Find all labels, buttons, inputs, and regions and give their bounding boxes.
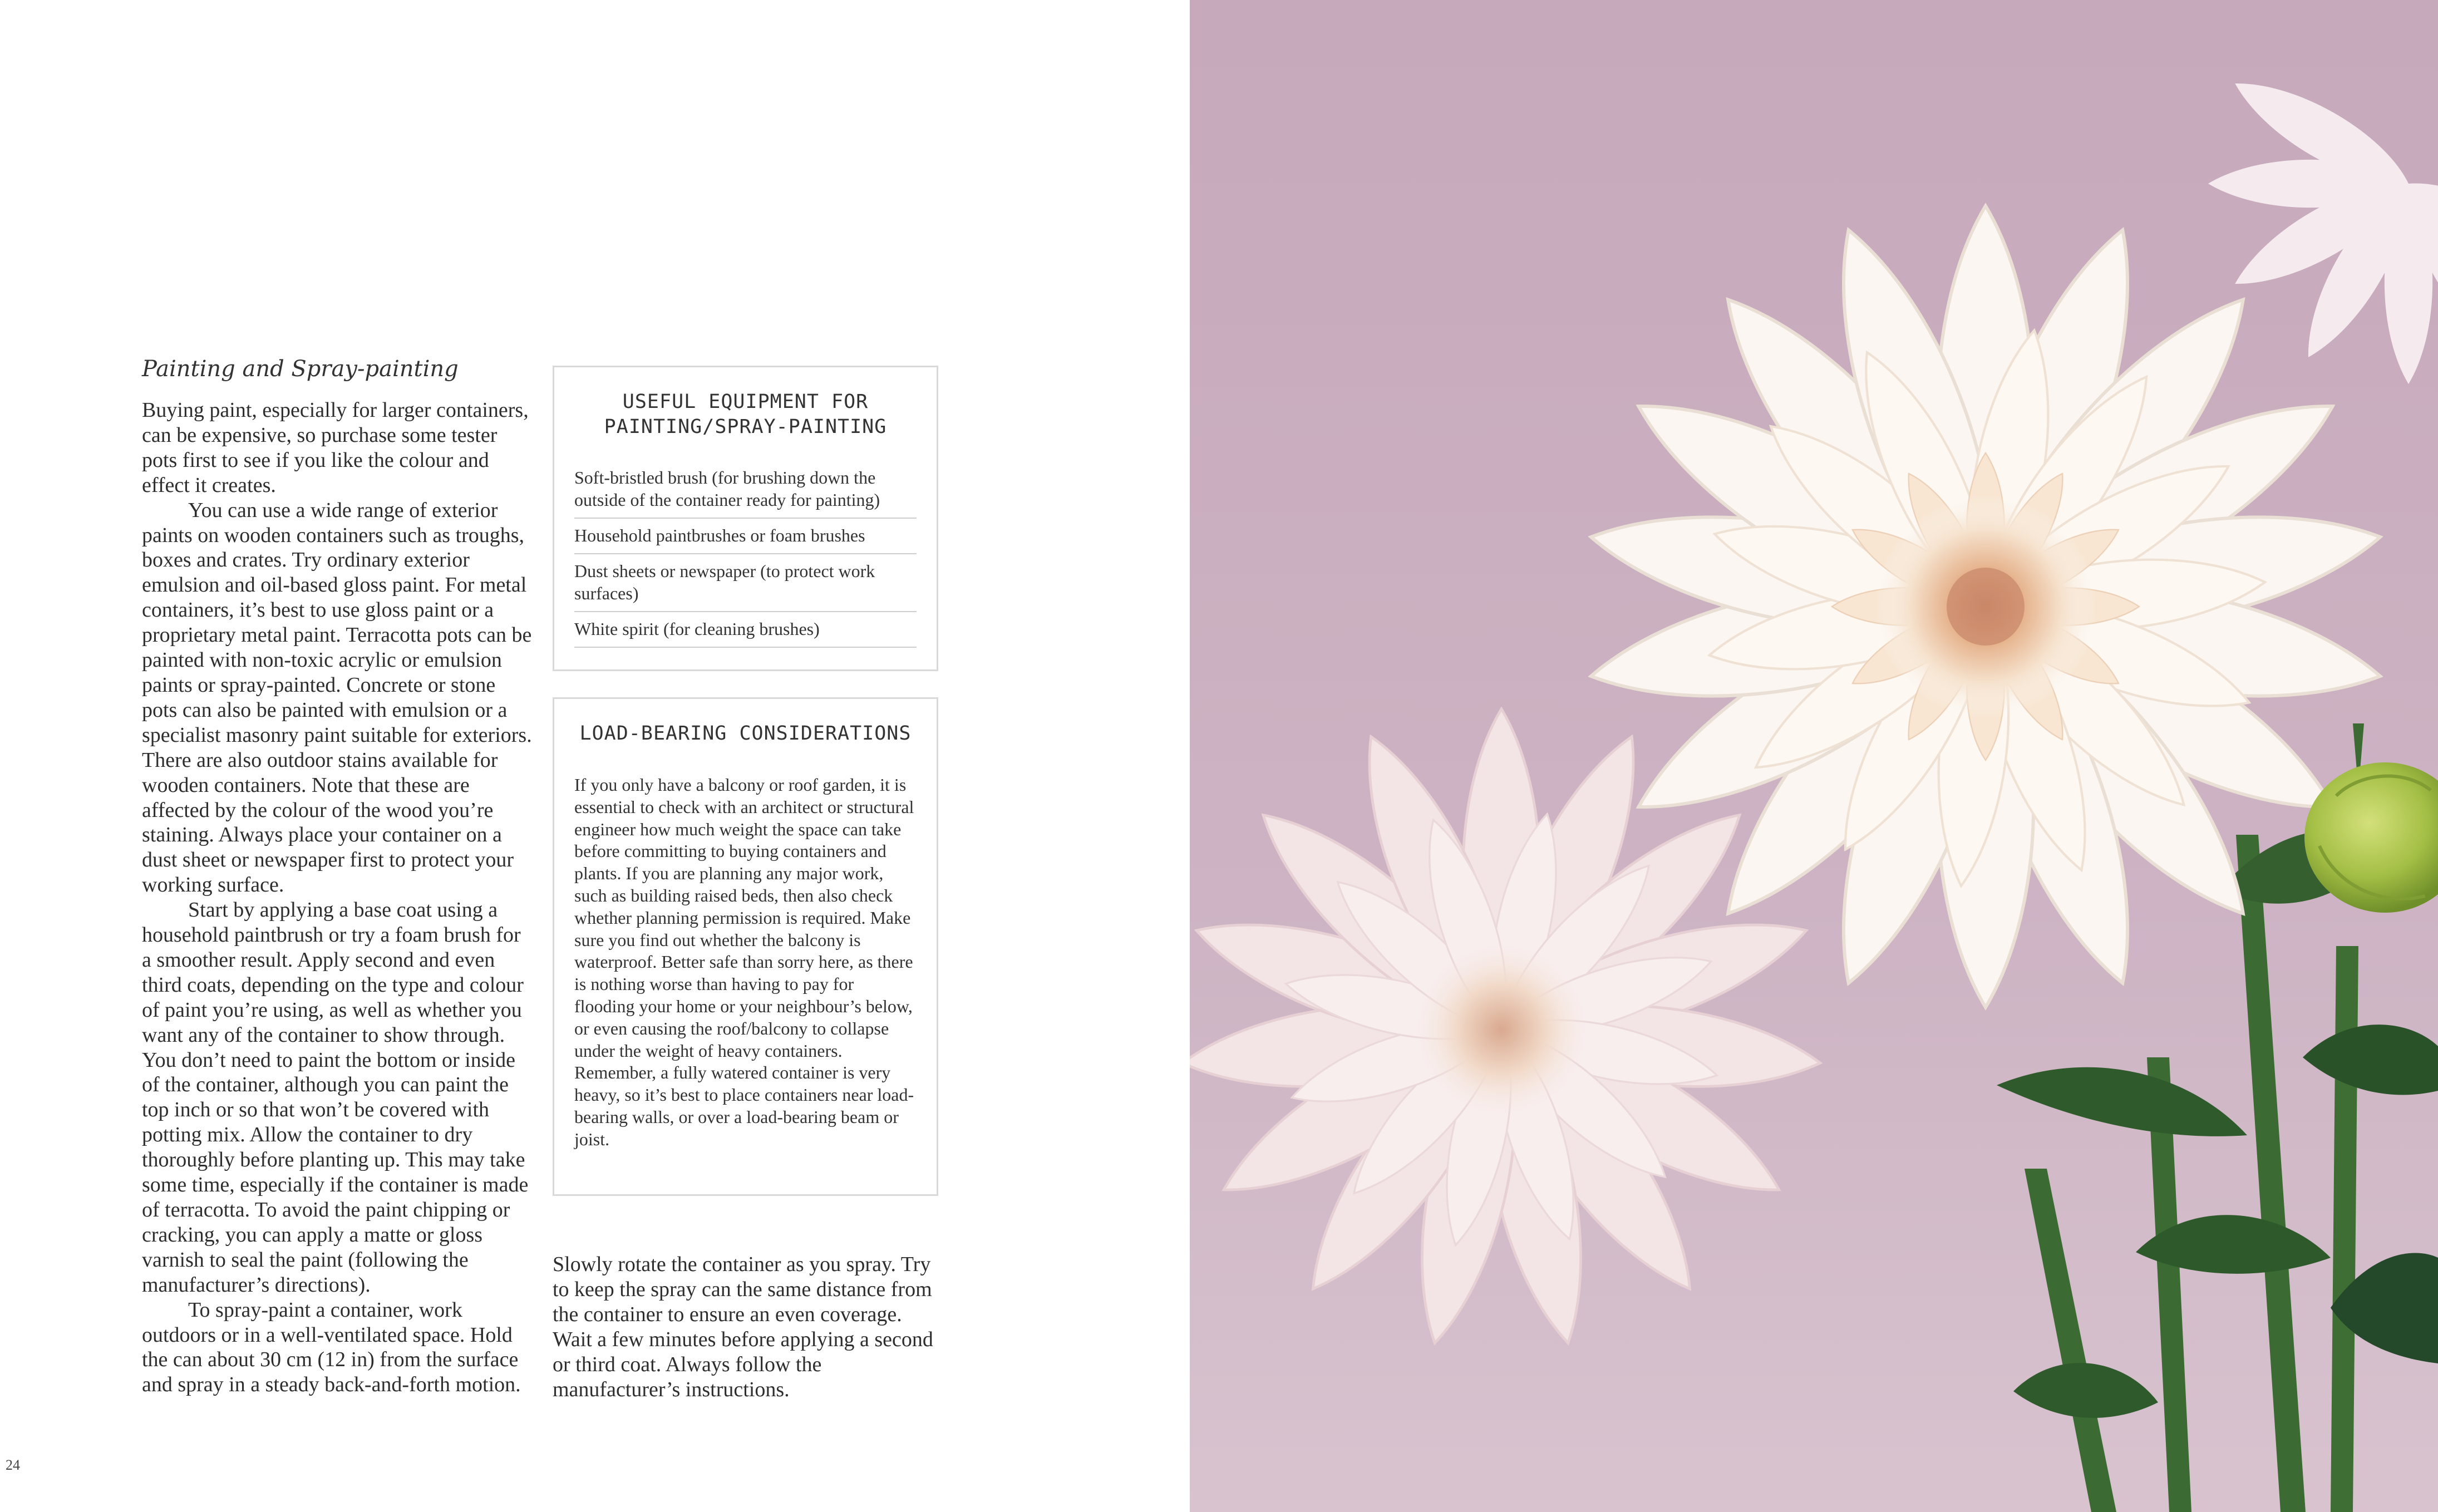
equipment-item: Household paintbrushes or foam brushes: [574, 519, 917, 554]
load-bearing-box-title: LOAD-BEARING CONSIDERATIONS: [579, 722, 912, 745]
left-page: [0, 0, 1190, 1512]
paragraph: To spray-paint a container, work outdoors or in a well-ventilated space. Hold the can about 30 cm (12 in) from the surface and spray in a steady back-and-forth motion.: [142, 1298, 521, 1397]
dahlia-photo: [1190, 0, 2438, 1512]
equipment-box-title: USEFUL EQUIPMENT FOR PAINTING/SPRAY-PAINTING: [604, 391, 887, 438]
equipment-item: Soft-bristled brush (for brushing down the outside of the container ready for painting): [574, 466, 917, 519]
paragraph: Slowly rotate the container as you spray. Try to keep the spray can the same distance from the container to ensure an even coverage. Wait a few minutes before applying a second or third coat. Always follow the manufacturer’s instructions.: [553, 1253, 933, 1401]
load-bearing-text: If you only have a balcony or roof garden, it is essential to check with an architect or structural engineer how much weight the space can take before committing to buying containers and plants. If you are planning any major work, such as building raised beds, then also check whether planning permission is required. Make sure you find out whether the balcony is waterproof. Better safe than sorry here, as there is nothing worse than having to pay for flooding your home or your neighbour’s below, or even causing the roof/balcony to collapse under the weight of heavy containers. Remember, a fully watered container is very heavy, so it’s best to place containers near load-bearing walls, or over a load-bearing beam or joist.: [574, 775, 914, 1149]
paragraph: Start by applying a base coat using a household paintbrush or try a foam brush for a smoother result. Apply second and even third coats, depending on the type and colour of paint you’re using, as well as whether you want any of the container to show through. You don’t need to paint the bottom or inside of the container, although you can paint the top inch or so that won’t be covered with potting mix. Allow the container to dry thoroughly before planting up. This may take some time, especially if the container is made of terracotta. To avoid the paint chipping or cracking, you can apply a matte or gloss varnish to seal the paint (following the manufacturer’s directions).: [142, 898, 529, 1297]
paragraph: Buying paint, especially for larger containers, can be expensive, so purchase some tester pots first to see if you like the colour and effect it creates.: [142, 398, 529, 497]
equipment-item: White spirit (for cleaning brushes): [574, 612, 917, 648]
paragraph: You can use a wide range of exterior paints on wooden containers such as troughs, boxes and crates. Try ordinary exterior emulsion and oil-based gloss paint. For metal containers, it’s best to use gloss paint or a proprietary metal paint. Terracotta pots can be painted with non-toxic acrylic or emulsion paints or spray-painted. Concrete or stone pots can also be painted with emulsion or a specialist masonry paint suitable for exteriors. There are also outdoor stains available for wooden containers. Note that these are affected by the colour of the wood you’re staining. Always place your container on a dust sheet or newspaper first to protect your working surface.: [142, 498, 532, 897]
body-column-1: [142, 398, 534, 1397]
equipment-box: [553, 366, 938, 671]
dahlia-illustration: [1190, 0, 2438, 1512]
body-column-2: [553, 1252, 942, 1402]
equipment-item: Dust sheets or newspaper (to protect work surfaces): [574, 554, 917, 612]
section-heading: Painting and Spray-painting: [142, 356, 459, 382]
page-number: 24: [6, 1457, 20, 1473]
equipment-list: [574, 466, 917, 648]
load-bearing-box: [553, 697, 938, 1196]
